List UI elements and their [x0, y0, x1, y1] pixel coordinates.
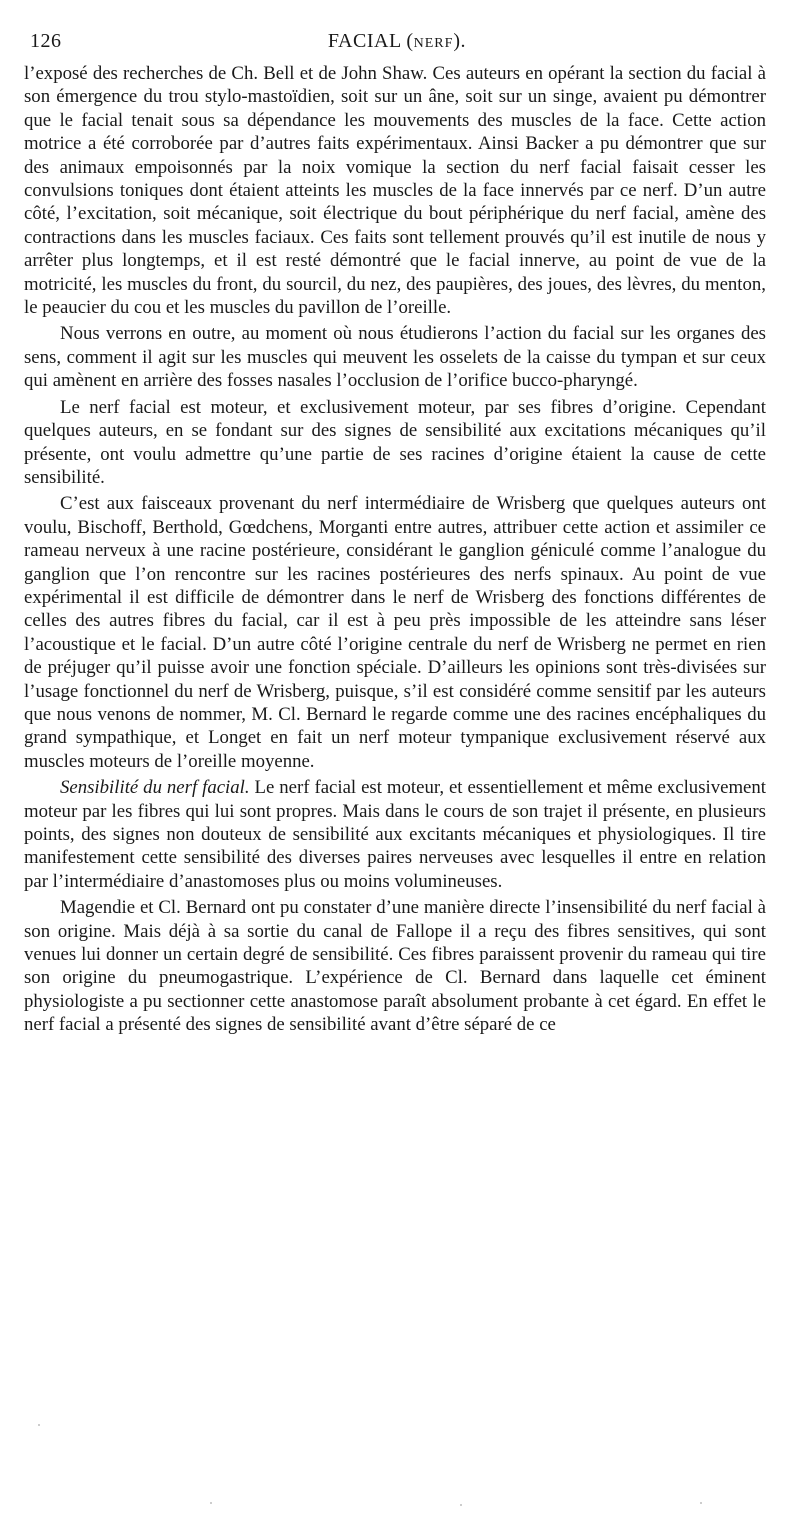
paragraph-text: Le nerf facial est moteur, et essentiellement et même exclusivement moteur par les fibres qui lui sont propres. Mais dans le cours de son trajet il présente, en plusieurs points, des signes non douteux de sensibilité aux excitants mécaniques et physiologiques. Il tire manifestement cette sensibilité des diverses paires nerveuses avec lesquelles il entre en relation par l’intermédiaire d’anastomoses plus ou moins volumineuses.: [24, 777, 766, 892]
running-title: [30, 30, 764, 53]
paragraph: [24, 896, 766, 1036]
paragraph: [24, 396, 766, 490]
section-lead: Sensibilité du nerf facial.: [60, 777, 250, 799]
paragraph-text: Le nerf facial est moteur, et exclusivement moteur, par ses fibres d’origine. Cependant quelques auteurs, en se fondant sur des signes de sensibilité aux excitations mécaniques qu’il présente, ont voulu admettre qu’une partie de ses racines d’origine étaient la cause de cette sensibilité.: [24, 396, 766, 488]
scan-speck: [38, 1424, 40, 1426]
paragraph-text: Magendie et Cl. Bernard ont pu constater d’une manière directe l’insensibilité du nerf facial à son origine. Mais déjà à sa sortie du canal de Fallope il a reçu des fibres sensitives, qui sont venues lui donner un certain degré de sensibilité. Ces fibres paraissent provenir du rameau qui tire son origine du pneumogastrique. L’expérience de Cl. Bernard dans laquelle cet éminent physiologiste a pu sectionner cette anastomose paraît absolument probante à cet égard. En effet le nerf facial a présenté des signes de sensibilité avant d’être séparé de ce: [24, 897, 766, 1036]
paragraph-text: l’exposé des recherches de Ch. Bell et de John Shaw. Ces auteurs en opérant la section du facial à son émergence du trou stylo-mastoïdien, soit sur un âne, soit sur un singe, avaient pu démontrer que le facial tenait sous sa dépendance les mouvements des muscles de la face. Cette action motrice a été corroborée par d’autres faits expérimentaux. Ainsi Backer a pu démontrer que sur des animaux empoisonnés par la noix vomique la section du nerf facial faisait cesser les convulsions toniques dont étaient atteints les muscles de la face innervés par ce nerf. D’un autre côté, l’excitation, soit mécanique, soit électrique du bout périphérique du nerf facial, amène des contractions dans les muscles faciaux. Ces faits sont tellement prouvés qu’il est inutile de nous y arrêter plus longtemps, et il est resté démontré que le facial innerve, au point de vue de la motricité, les muscles du front, du sourcil, du nez, des paupières, des joues, des lèvres, du menton, le peaucier du cou et les muscles du pavillon de l’oreille.: [24, 63, 766, 319]
paragraph: [24, 492, 766, 773]
running-title-close: ).: [453, 30, 467, 52]
scan-speck: [460, 1504, 462, 1506]
running-title-paren: NERF: [413, 36, 454, 51]
paragraph: [24, 322, 766, 392]
body-text: [24, 62, 766, 1040]
paragraph: [24, 776, 766, 893]
running-title-open: (: [406, 30, 414, 52]
running-header: [30, 30, 764, 54]
scan-speck: [700, 1502, 702, 1504]
running-title-main: FACIAL: [327, 30, 401, 52]
paragraph-text: C’est aux faisceaux provenant du nerf intermédiaire de Wrisberg que quelques auteurs ont voulu, Bischoff, Berthold, Gœdchens, Morganti entre autres, attribuer cette action et assimiler ce rameau nerveux à une racine postérieure, considérant le ganglion géniculé comme l’analogue du ganglion que l’on rencontre sur les racines postérieures des nerfs spinaux. Au point de vue expérimental il est difficile de démontrer dans le nerf de Wrisberg des fonctions différentes de celles des autres fibres du facial, car il est à peu près impossible de les atteindre sans léser l’acoustique et le facial. D’un autre côté l’origine centrale du nerf de Wrisberg ne permet en rien de préjuger qu’il puisse avoir une fonction spéciale. D’ailleurs les opinions sont très-divisées sur l’usage fonctionnel du nerf de Wrisberg, puisque, s’il est considéré comme sensitif par les auteurs que nous venons de nommer, M. Cl. Bernard le regarde comme une des racines encéphaliques du grand sympathique, et Longet en fait un nerf moteur tympanique exclusivement réservé aux muscles moteurs de l’oreille moyenne.: [24, 493, 766, 772]
paragraph-text: Nous verrons en outre, au moment où nous étudierons l’action du facial sur les organes des sens, comment il agit sur les muscles qui meuvent les osselets de la caisse du tympan et sur ceux qui amènent en arrière des fosses nasales l’occlusion de l’orifice bucco-pharyngé.: [24, 323, 766, 392]
paragraph: [24, 62, 766, 319]
scan-speck: [210, 1502, 212, 1504]
page-number: 126: [30, 30, 62, 52]
